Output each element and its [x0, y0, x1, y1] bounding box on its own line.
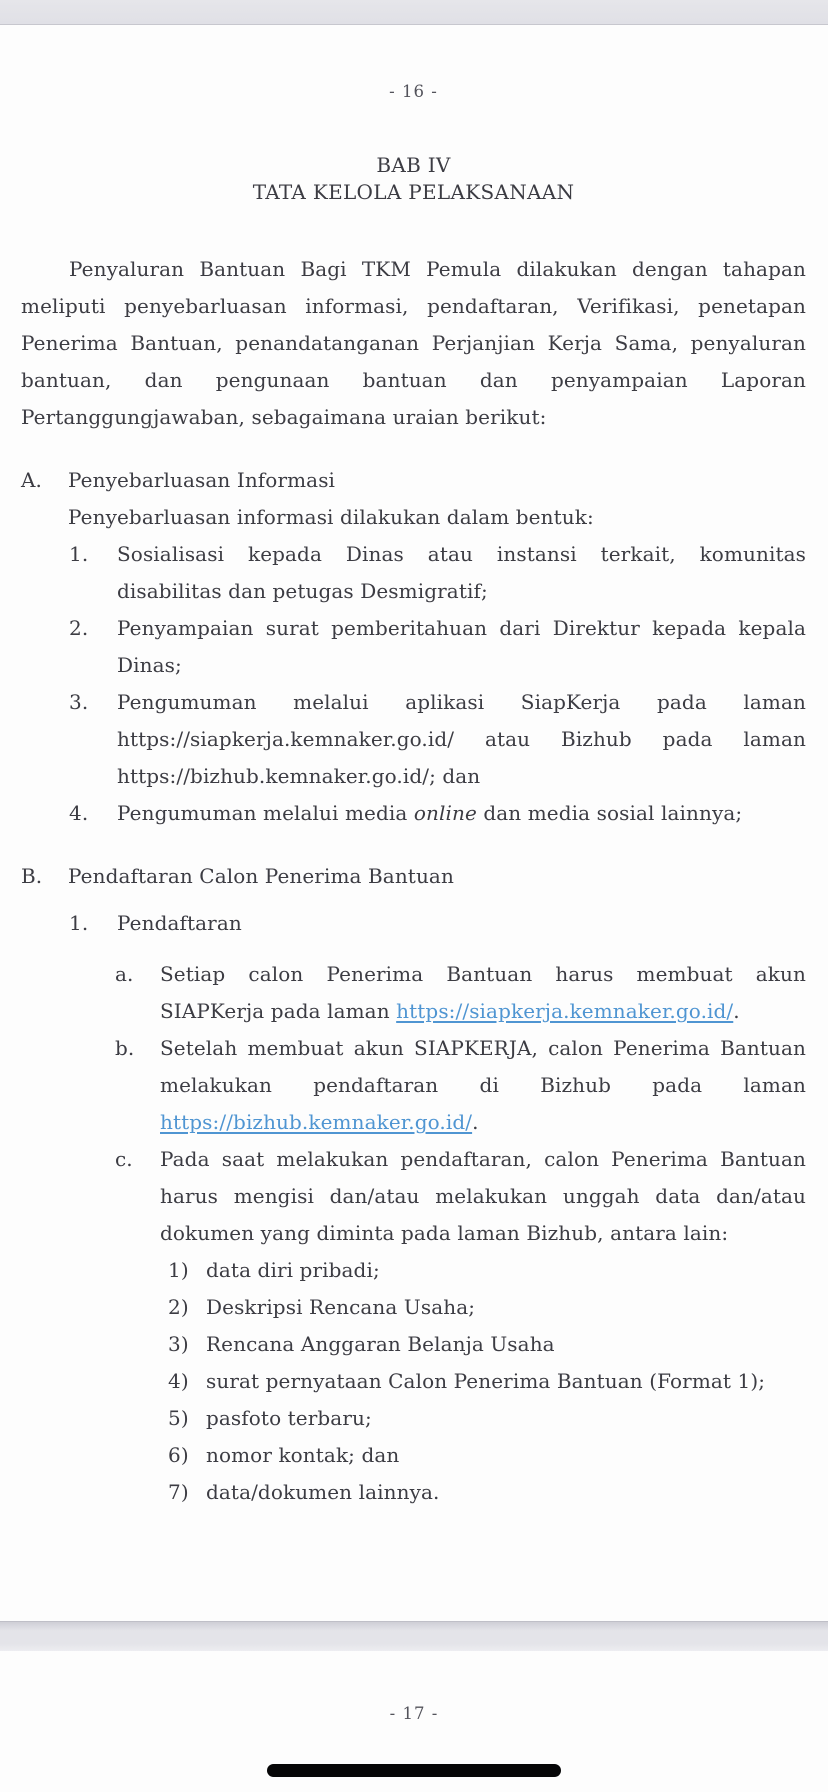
section-B: [21, 858, 806, 1511]
section-label: B.: [21, 864, 43, 888]
chapter-number: BAB IV: [376, 153, 451, 177]
text-run: Pada saat melakukan pendaftaran, calon Penerima Bantuan harus mengisi dan/atau melakukan unggah data dan/atau dokumen yang diminta pada laman Bizhub, antara lain:: [160, 1147, 806, 1245]
italic-text: online: [413, 801, 477, 825]
nested-list-item: [21, 1437, 806, 1474]
nested-list-item-label: 7): [168, 1480, 189, 1504]
text-run: Sosialisasi kepada Dinas atau instansi terkait, komunitas disabilitas dan petugas Desmigratif;: [117, 542, 806, 603]
text-run: .: [733, 999, 740, 1023]
nested-list-item-label: 5): [168, 1406, 189, 1430]
nested-list-item-text: surat pernyataan Calon Penerima Bantuan (Format 1);: [206, 1369, 766, 1393]
hyperlink[interactable]: https://siapkerja.kemnaker.go.id/: [396, 999, 734, 1023]
document-page-16: [0, 25, 828, 1621]
nested-list-item-text: Deskripsi Rencana Usaha;: [206, 1295, 476, 1319]
section-title: Pendaftaran Calon Penerima Bantuan: [68, 864, 454, 888]
hyperlink[interactable]: https://bizhub.kemnaker.go.id/: [160, 1110, 473, 1134]
nested-list-item-text: data diri pribadi;: [206, 1258, 380, 1282]
sub-list-item-text: [160, 956, 806, 1030]
section-heading: [21, 858, 806, 895]
text-run: dan media sosial lainnya;: [476, 801, 743, 825]
page-gap-band: [0, 1621, 828, 1651]
list-item-label: 4.: [69, 801, 89, 825]
text-run: Setiap calon Penerima Bantuan harus membuat akun SIAPKerja pada laman: [160, 962, 806, 1023]
section-title: Penyebarluasan Informasi: [68, 468, 336, 492]
sub-list-item: [21, 1030, 806, 1141]
section-label: A.: [21, 468, 43, 492]
sub-list-item-label: c.: [115, 1147, 133, 1171]
chapter-heading: [21, 152, 806, 206]
list-item-label: 1.: [69, 911, 89, 935]
page-number: - 16 -: [389, 82, 438, 101]
list-item: [21, 684, 806, 795]
nested-list-item-text: nomor kontak; dan: [206, 1443, 400, 1467]
nested-list-item-text: pasfoto terbaru;: [206, 1406, 372, 1430]
sub-list-item-text: [160, 1030, 806, 1141]
list-item: [21, 536, 806, 610]
nested-list-item: [21, 1252, 806, 1289]
text-run: Pengumuman melalui media: [117, 801, 414, 825]
nested-list-item: [21, 1326, 806, 1363]
home-indicator[interactable]: [267, 1764, 561, 1777]
sub-list-item-label: a.: [115, 962, 134, 986]
nested-list-item: [21, 1474, 806, 1511]
nested-list-item-text: data/dokumen lainnya.: [206, 1480, 440, 1504]
list-item-label: 3.: [69, 690, 89, 714]
nested-list-item-text: Rencana Anggaran Belanja Usaha: [206, 1332, 555, 1356]
document-body: [21, 462, 806, 1511]
nested-list-item-label: 2): [168, 1295, 189, 1319]
nested-list-item: [21, 1400, 806, 1437]
list-item-text: [117, 610, 806, 684]
nested-list-item: [21, 1289, 806, 1326]
page-number-next: - 17 -: [389, 1704, 439, 1723]
chapter-title: TATA KELOLA PELAKSANAAN: [252, 180, 575, 204]
sub-list-item-text: [160, 1141, 806, 1252]
section-subtitle: Penyebarluasan informasi dilakukan dalam bentuk:: [68, 505, 594, 529]
text-run: Penyampaian surat pemberitahuan dari Direktur kepada kepala Dinas;: [117, 616, 806, 677]
nested-list-item-label: 1): [168, 1258, 189, 1282]
nested-list-item-label: 3): [168, 1332, 189, 1356]
sub-list-item: [21, 956, 806, 1030]
text-run: Pengumuman melalui aplikasi SiapKerja pada laman https://siapkerja.kemnaker.go.id/ atau Bizhub pada laman https://bizhub.kemnaker.go.id/; dan: [117, 690, 806, 788]
nested-list-item-label: 4): [168, 1369, 189, 1393]
list-item-label: 1.: [69, 542, 89, 566]
viewer-top-chrome: [0, 0, 828, 25]
list-item: [21, 795, 806, 832]
list-item-text: [117, 684, 806, 795]
sub-list-item-label: b.: [115, 1036, 135, 1060]
nested-list-item: [21, 1363, 806, 1400]
text-run: Setelah membuat akun SIAPKERJA, calon Penerima Bantuan melakukan pendaftaran di Bizhub pada laman: [160, 1036, 806, 1097]
text-run: .: [472, 1110, 479, 1134]
list-item: [21, 610, 806, 684]
intro-paragraph: Penyaluran Bantuan Bagi TKM Pemula dilakukan dengan tahapan meliputi penyebarluasan informasi, pendaftaran, Verifikasi, penetapan Penerima Bantuan, penandatanganan Perjanjian Kerja Sama, penyaluran bantuan, dan pengunaan bantuan dan penyampaian Laporan Pertanggungjawaban, sebagaimana uraian berikut:: [21, 257, 806, 429]
list-item-label: 2.: [69, 616, 89, 640]
list-item-text: [117, 536, 806, 610]
list-item: [21, 905, 806, 942]
sub-list-item: [21, 1141, 806, 1252]
section-A: [21, 462, 806, 832]
sub-list: [21, 956, 806, 1511]
list-item-text: [117, 795, 806, 832]
list-item-title: Pendaftaran: [117, 911, 242, 935]
nested-list-item-label: 6): [168, 1443, 189, 1467]
section-heading: [21, 462, 806, 499]
